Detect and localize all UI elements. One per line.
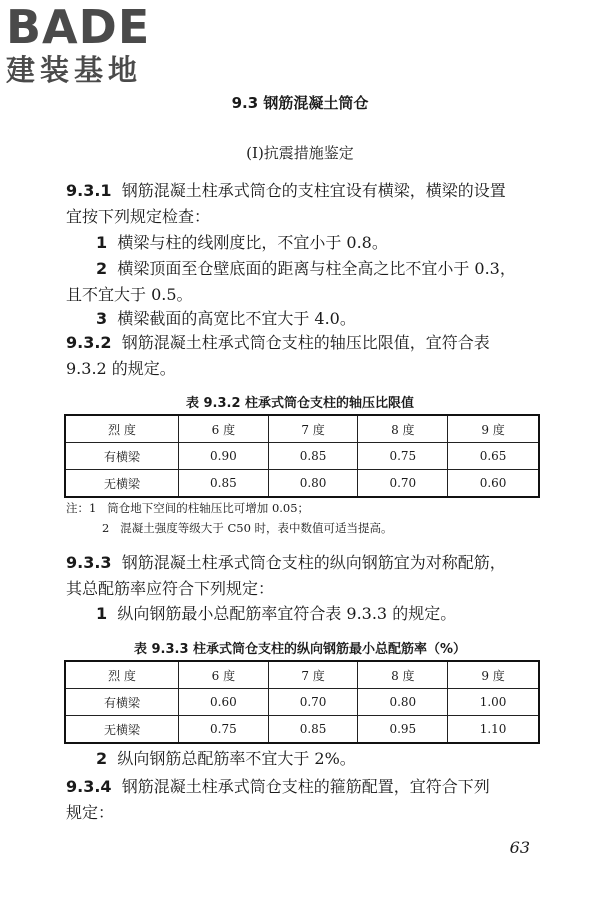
clause-9-3-3 (66, 552, 506, 574)
table-9-3-3 (64, 660, 540, 744)
table-cell: 0.60 (179, 689, 269, 716)
clause-9-3-4 (66, 776, 490, 798)
table-row (65, 689, 539, 716)
note-text: 混凝土强度等级大于 C50 时，表中数值可适当提高。 (120, 521, 393, 535)
item-text: 横梁顶面至仓壁底面的距离与柱全高之比不宜小于 0.3， (117, 259, 516, 278)
clause-text-cont: 宜按下列规定检查： (66, 207, 211, 226)
table-note (102, 520, 393, 536)
table-header-row (65, 661, 539, 689)
clause-number: 9.3.3 (66, 553, 112, 572)
table-caption: 表 9.3.2 柱承式筒仓支柱的轴压比限值 (185, 396, 415, 411)
item-number: 1 (96, 233, 108, 252)
clause-text: 钢筋混凝土柱承式筒仓支柱的箍筋配置，宜符合下列 (121, 777, 490, 796)
table-row (65, 443, 539, 470)
logo (6, 0, 181, 87)
table-cell: 0.75 (358, 443, 448, 470)
header-cell: 7 度 (268, 661, 358, 689)
table-cell: 0.80 (358, 689, 448, 716)
table-cell: 0.75 (179, 716, 269, 744)
table-cell: 1.00 (448, 689, 539, 716)
header-cell: 烈 度 (65, 415, 179, 443)
section-subtitle: (Ⅰ)抗震措施鉴定 (246, 144, 354, 162)
table-9-3-2 (64, 414, 540, 498)
row-label: 有横梁 (65, 443, 179, 470)
table-cell: 0.90 (179, 443, 269, 470)
row-label: 无横梁 (65, 470, 179, 498)
clause-text-cont: 规定： (66, 803, 115, 822)
table-cell: 0.85 (268, 443, 358, 470)
item-text: 纵向钢筋最小总配筋率宜符合表 9.3.3 的规定。 (117, 604, 457, 623)
item-number: 3 (96, 309, 108, 328)
header-cell: 8 度 (358, 415, 448, 443)
table-header-row (65, 415, 539, 443)
note-text: 筒仓地下空间的柱轴压比可增加 0.05； (107, 501, 310, 515)
section-title: 9.3 钢筋混凝土筒仓 (231, 94, 369, 112)
logo-text-cn: 建装基地 (6, 53, 143, 87)
table-cell: 0.80 (268, 470, 358, 498)
clause-text-cont: 其总配筋率应符合下列规定： (66, 579, 275, 598)
header-cell: 8 度 (358, 661, 448, 689)
row-label: 无横梁 (65, 716, 179, 744)
row-label: 有横梁 (65, 689, 179, 716)
list-item (96, 308, 356, 330)
clause-number: 9.3.1 (66, 181, 112, 200)
table-row (65, 716, 539, 744)
table-cell: 0.85 (268, 716, 358, 744)
table-cell: 0.65 (448, 443, 539, 470)
clause-9-3-1 (66, 180, 506, 202)
table-cell: 0.70 (358, 470, 448, 498)
header-cell: 烈 度 (65, 661, 179, 689)
table-row (65, 470, 539, 498)
list-item (96, 603, 456, 625)
page-number: 63 (509, 838, 530, 857)
item-text: 纵向钢筋总配筋率不宜大于 2%。 (117, 749, 356, 768)
clause-number: 9.3.4 (66, 777, 112, 796)
clause-text: 钢筋混凝土柱承式筒仓支柱的纵向钢筋宜为对称配筋， (121, 553, 506, 572)
list-item (96, 232, 388, 254)
clause-number: 9.3.2 (66, 333, 112, 352)
item-text: 横梁与柱的线刚度比，不宜小于 0.8。 (117, 233, 388, 252)
header-cell: 6 度 (179, 661, 269, 689)
logo-text-en: BADE (6, 0, 151, 54)
header-cell: 6 度 (179, 415, 269, 443)
item-text-cont: 且不宜大于 0.5。 (66, 285, 193, 304)
header-cell: 7 度 (268, 415, 358, 443)
note-label: 2 (102, 521, 110, 535)
clause-text: 钢筋混凝土柱承式筒仓的支柱宜设有横梁，横梁的设置 (121, 181, 506, 200)
item-number: 2 (96, 749, 108, 768)
note-label: 注：1 (66, 501, 97, 515)
item-number: 1 (96, 604, 108, 623)
list-item (96, 748, 356, 770)
clause-text-cont: 9.3.2 的规定。 (66, 359, 176, 378)
header-cell: 9 度 (448, 415, 539, 443)
table-cell: 0.85 (179, 470, 269, 498)
header-cell: 9 度 (448, 661, 539, 689)
table-cell: 1.10 (448, 716, 539, 744)
table-note (66, 500, 309, 516)
table-caption: 表 9.3.3 柱承式筒仓支柱的纵向钢筋最小总配筋率（%） (133, 642, 467, 657)
item-text: 横梁截面的高宽比不宜大于 4.0。 (117, 309, 356, 328)
table-cell: 0.70 (268, 689, 358, 716)
table-cell: 0.95 (358, 716, 448, 744)
item-number: 2 (96, 259, 108, 278)
list-item (96, 258, 516, 280)
clause-9-3-2 (66, 332, 490, 354)
table-cell: 0.60 (448, 470, 539, 498)
clause-text: 钢筋混凝土柱承式筒仓支柱的轴压比限值，宜符合表 (121, 333, 490, 352)
